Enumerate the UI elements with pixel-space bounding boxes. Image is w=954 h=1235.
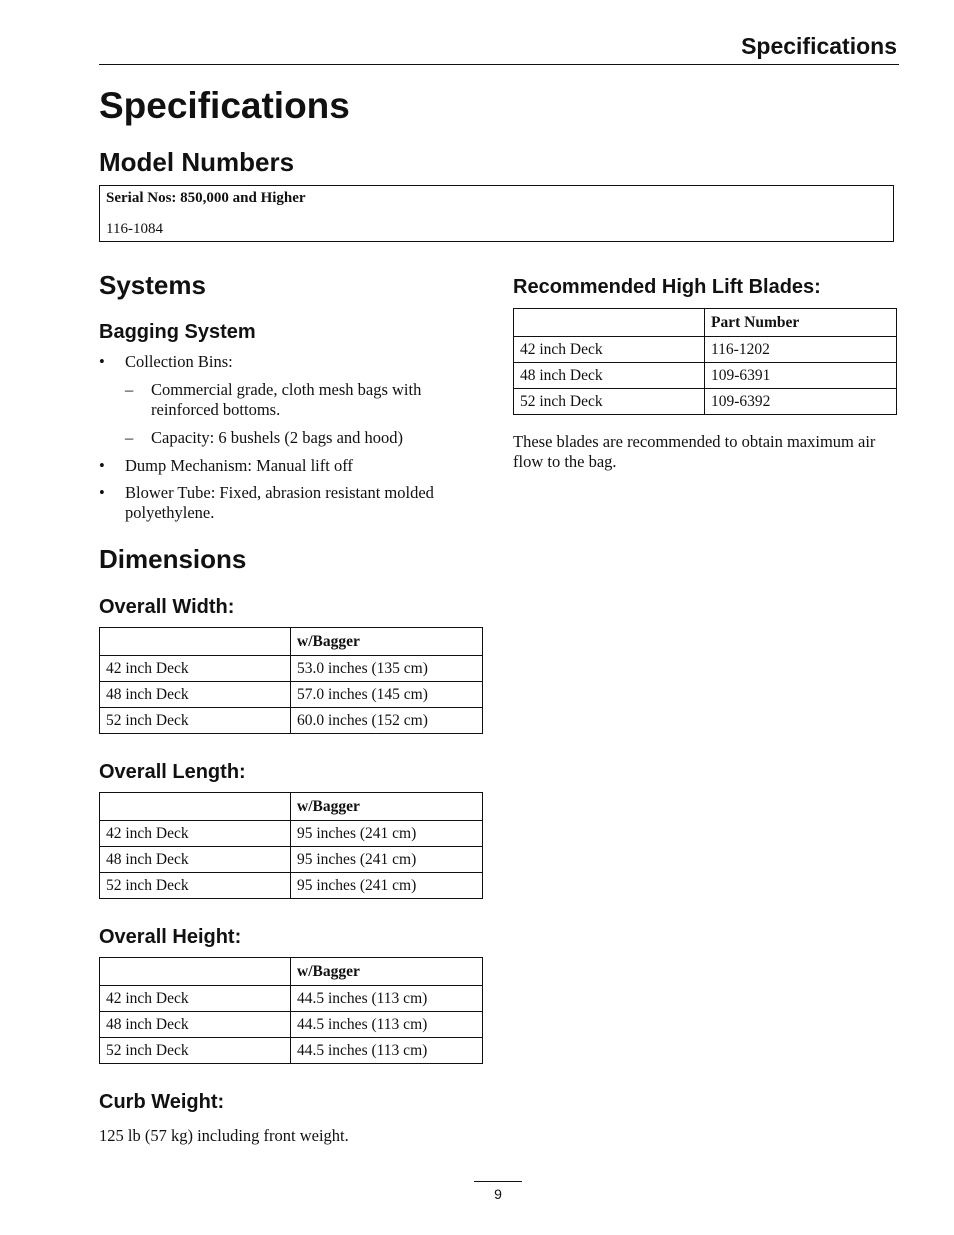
table-cell: 109-6392 bbox=[705, 389, 897, 415]
table-row bbox=[514, 337, 897, 363]
serial-label: Serial Nos: 850,000 and Higher bbox=[106, 190, 306, 206]
model-number: 116-1084 bbox=[106, 221, 163, 237]
table-cell: 48 inch Deck bbox=[100, 847, 291, 873]
model-numbers-heading: Model Numbers bbox=[99, 147, 295, 177]
table-cell bbox=[514, 309, 705, 337]
table-row bbox=[100, 847, 483, 873]
list-item: – Commercial grade, cloth mesh bags with reinforced bottoms. bbox=[99, 380, 474, 420]
table-row bbox=[100, 1012, 483, 1038]
blades-heading: Recommended High Lift Blades: bbox=[513, 276, 821, 298]
table-cell: 44.5 inches (113 cm) bbox=[291, 986, 483, 1012]
table-cell: 42 inch Deck bbox=[100, 656, 291, 682]
blades-note: These blades are recommended to obtain maximum air flow to the bag. bbox=[513, 432, 876, 471]
page-title: Specifications bbox=[99, 85, 350, 126]
table-cell: 53.0 inches (135 cm) bbox=[291, 656, 483, 682]
table-row bbox=[514, 389, 897, 415]
systems-heading: Systems bbox=[99, 270, 206, 300]
table-row bbox=[100, 656, 483, 682]
table-cell bbox=[100, 793, 291, 821]
overall-length-heading: Overall Length: bbox=[99, 761, 246, 783]
dimensions-heading: Dimensions bbox=[99, 544, 247, 574]
blades-table bbox=[513, 308, 897, 415]
bagging-system-heading: Bagging System bbox=[99, 321, 256, 343]
table-cell: 52 inch Deck bbox=[100, 1038, 291, 1064]
table-cell: 60.0 inches (152 cm) bbox=[291, 708, 483, 734]
table-cell: 95 inches (241 cm) bbox=[291, 847, 483, 873]
table-cell: 57.0 inches (145 cm) bbox=[291, 682, 483, 708]
table-row bbox=[100, 821, 483, 847]
table-cell: 48 inch Deck bbox=[100, 682, 291, 708]
table-cell: 48 inch Deck bbox=[514, 363, 705, 389]
table-cell: 52 inch Deck bbox=[100, 708, 291, 734]
table-cell: 42 inch Deck bbox=[100, 821, 291, 847]
table-header-row bbox=[514, 309, 897, 337]
table-header-row bbox=[100, 793, 483, 821]
list-item: – Capacity: 6 bushels (2 bags and hood) bbox=[99, 428, 474, 448]
header-rule bbox=[99, 64, 899, 65]
table-cell bbox=[100, 628, 291, 656]
table-row bbox=[100, 1038, 483, 1064]
table-row bbox=[100, 873, 483, 899]
table-cell: 95 inches (241 cm) bbox=[291, 821, 483, 847]
table-cell: 52 inch Deck bbox=[514, 389, 705, 415]
overall-width-heading: Overall Width: bbox=[99, 596, 235, 618]
column-header: w/Bagger bbox=[291, 628, 483, 656]
overall-height-heading: Overall Height: bbox=[99, 926, 242, 948]
list-item: • Dump Mechanism: Manual lift off bbox=[99, 456, 474, 476]
table-cell: 109-6391 bbox=[705, 363, 897, 389]
table-cell: 44.5 inches (113 cm) bbox=[291, 1012, 483, 1038]
table-row bbox=[100, 682, 483, 708]
table-cell: 95 inches (241 cm) bbox=[291, 873, 483, 899]
table-cell: 42 inch Deck bbox=[514, 337, 705, 363]
column-header: Part Number bbox=[705, 309, 897, 337]
table-header-row bbox=[100, 958, 483, 986]
table-cell: 42 inch Deck bbox=[100, 986, 291, 1012]
column-header: w/Bagger bbox=[291, 958, 483, 986]
list-item: • Blower Tube: Fixed, abrasion resistant molded polyethylene. bbox=[99, 483, 474, 523]
table-cell: 116-1202 bbox=[705, 337, 897, 363]
table-cell: 44.5 inches (113 cm) bbox=[291, 1038, 483, 1064]
running-header: Specifications bbox=[741, 33, 897, 59]
list-item: • Collection Bins: bbox=[99, 352, 474, 372]
overall-width-table bbox=[99, 627, 483, 734]
table-header-row bbox=[100, 628, 483, 656]
bagging-system-list bbox=[99, 352, 474, 523]
table-row bbox=[100, 986, 483, 1012]
table-row bbox=[100, 708, 483, 734]
model-numbers-box bbox=[99, 185, 894, 242]
table-cell bbox=[100, 958, 291, 986]
overall-length-table bbox=[99, 792, 483, 899]
table-row bbox=[514, 363, 897, 389]
curb-weight-heading: Curb Weight: bbox=[99, 1091, 225, 1113]
table-cell: 48 inch Deck bbox=[100, 1012, 291, 1038]
page-number-rule bbox=[474, 1181, 522, 1182]
curb-weight-text: 125 lb (57 kg) including front weight. bbox=[99, 1126, 349, 1145]
column-header: w/Bagger bbox=[291, 793, 483, 821]
overall-height-table bbox=[99, 957, 483, 1064]
table-cell: 52 inch Deck bbox=[100, 873, 291, 899]
page-number: 9 bbox=[494, 1186, 502, 1202]
